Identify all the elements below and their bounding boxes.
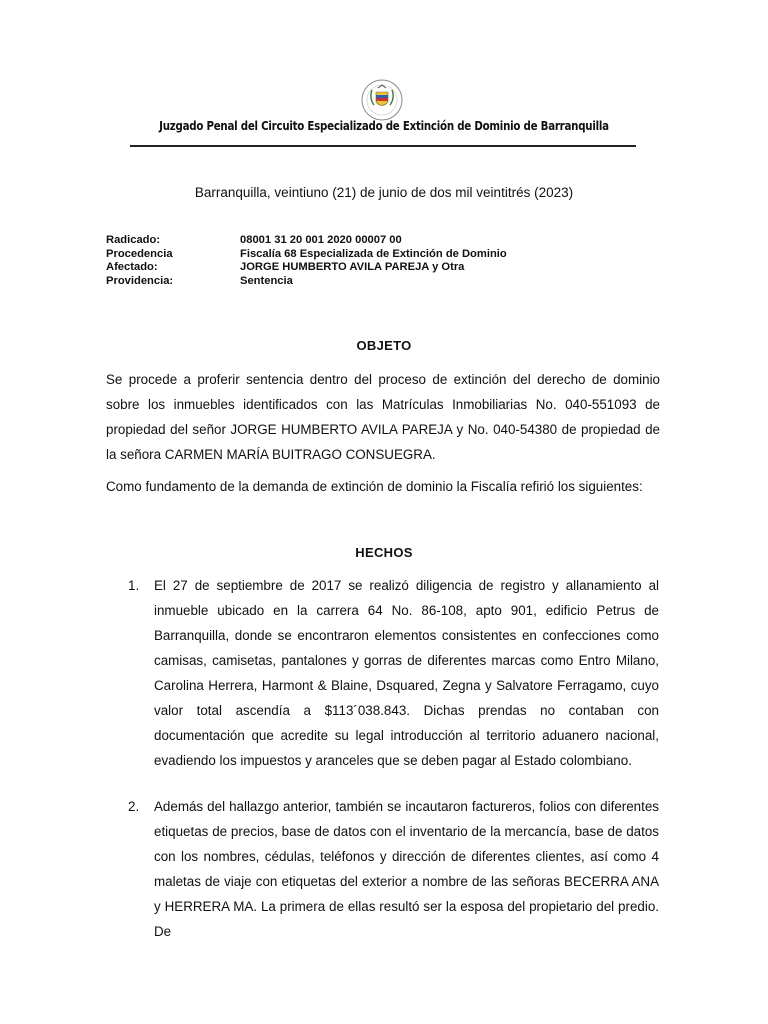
metadata-row-radicado: [106, 234, 507, 248]
metadata-label: Radicado:: [106, 234, 161, 246]
metadata-row-procedencia: [106, 248, 507, 262]
metadata-value: Fiscalía 68 Especializada de Extinción de Dominio: [240, 247, 507, 260]
date-line: Barranquilla, veintiuno (21) de junio de dos mil veintitrés (2023): [194, 185, 574, 200]
list-item-number: 1.: [128, 578, 140, 593]
fundamento-paragraph: Como fundamento de la demanda de extinción de dominio la Fiscalía refirió los siguientes:: [106, 479, 643, 494]
section-heading-objeto: OBJETO: [356, 338, 412, 353]
metadata-value: Sentencia: [240, 274, 293, 287]
court-title: Juzgado Penal del Circuito Especializado de Extinción de Dominio de Barranquilla: [159, 118, 609, 133]
title-underline: [130, 145, 636, 147]
list-item-text: El 27 de septiembre de 2017 se realizó diligencia de registro y allanamiento al inmueble ubicado en la carrera 64 No. 86-108, apto 901, edificio Petrus de Barranquilla, donde se encontraron elementos consistentes en confecciones como camisas, camisetas, pantalones y gorras de diferentes marcas como Entro Milano, Carolina Herrera, Harmont & Blaine, Dsquared, Zegna y Salvatore Ferragamo, cuyo valor total ascendía a $113´038.843. Dichas prendas no contaban con documentación que acredite su legal introducción al territorio aduanero nacional, evadiendo los impuestos y aranceles que se deben pagar al Estado colombiano.: [154, 578, 659, 768]
metadata-label: Afectado:: [106, 261, 158, 273]
metadata-value: 08001 31 20 001 2020 00007 00: [240, 234, 402, 246]
metadata-value: JORGE HUMBERTO AVILA PAREJA y Otra: [240, 261, 465, 273]
list-item-text: Además del hallazgo anterior, también se incautaron factureros, folios con diferentes etiquetas de precios, base de datos con el inventario de la mercancía, base de datos con los nombres, cédulas, teléfonos y dirección de diferentes clientes, así como 4 maletas de viaje con etiquetas del exterior a nombre de las señoras BECERRA ANA y HERRERA MA. La primera de ellas resultó ser la esposa del propietario del predio. De: [154, 799, 659, 939]
colombia-coat-of-arms-seal: [355, 78, 409, 122]
metadata-label: Providencia:: [106, 274, 174, 287]
metadata-row-providencia: [106, 275, 507, 289]
objeto-paragraph: Se procede a proferir sentencia dentro del proceso de extinción del derecho de dominio sobre los inmuebles identificados con las Matrículas Inmobiliarias No. 040-551093 de propiedad del señor JORGE HUMBERTO AVILA PAREJA y No. 040-54380 de propiedad de la señora CARMEN MARÍA BUITRAGO CONSUEGRA.: [106, 372, 660, 462]
list-item-number: 2.: [128, 799, 140, 814]
case-metadata: [106, 234, 507, 288]
metadata-label: Procedencia: [106, 247, 173, 260]
metadata-row-afectado: [106, 261, 507, 275]
section-heading-hechos: HECHOS: [355, 545, 413, 560]
